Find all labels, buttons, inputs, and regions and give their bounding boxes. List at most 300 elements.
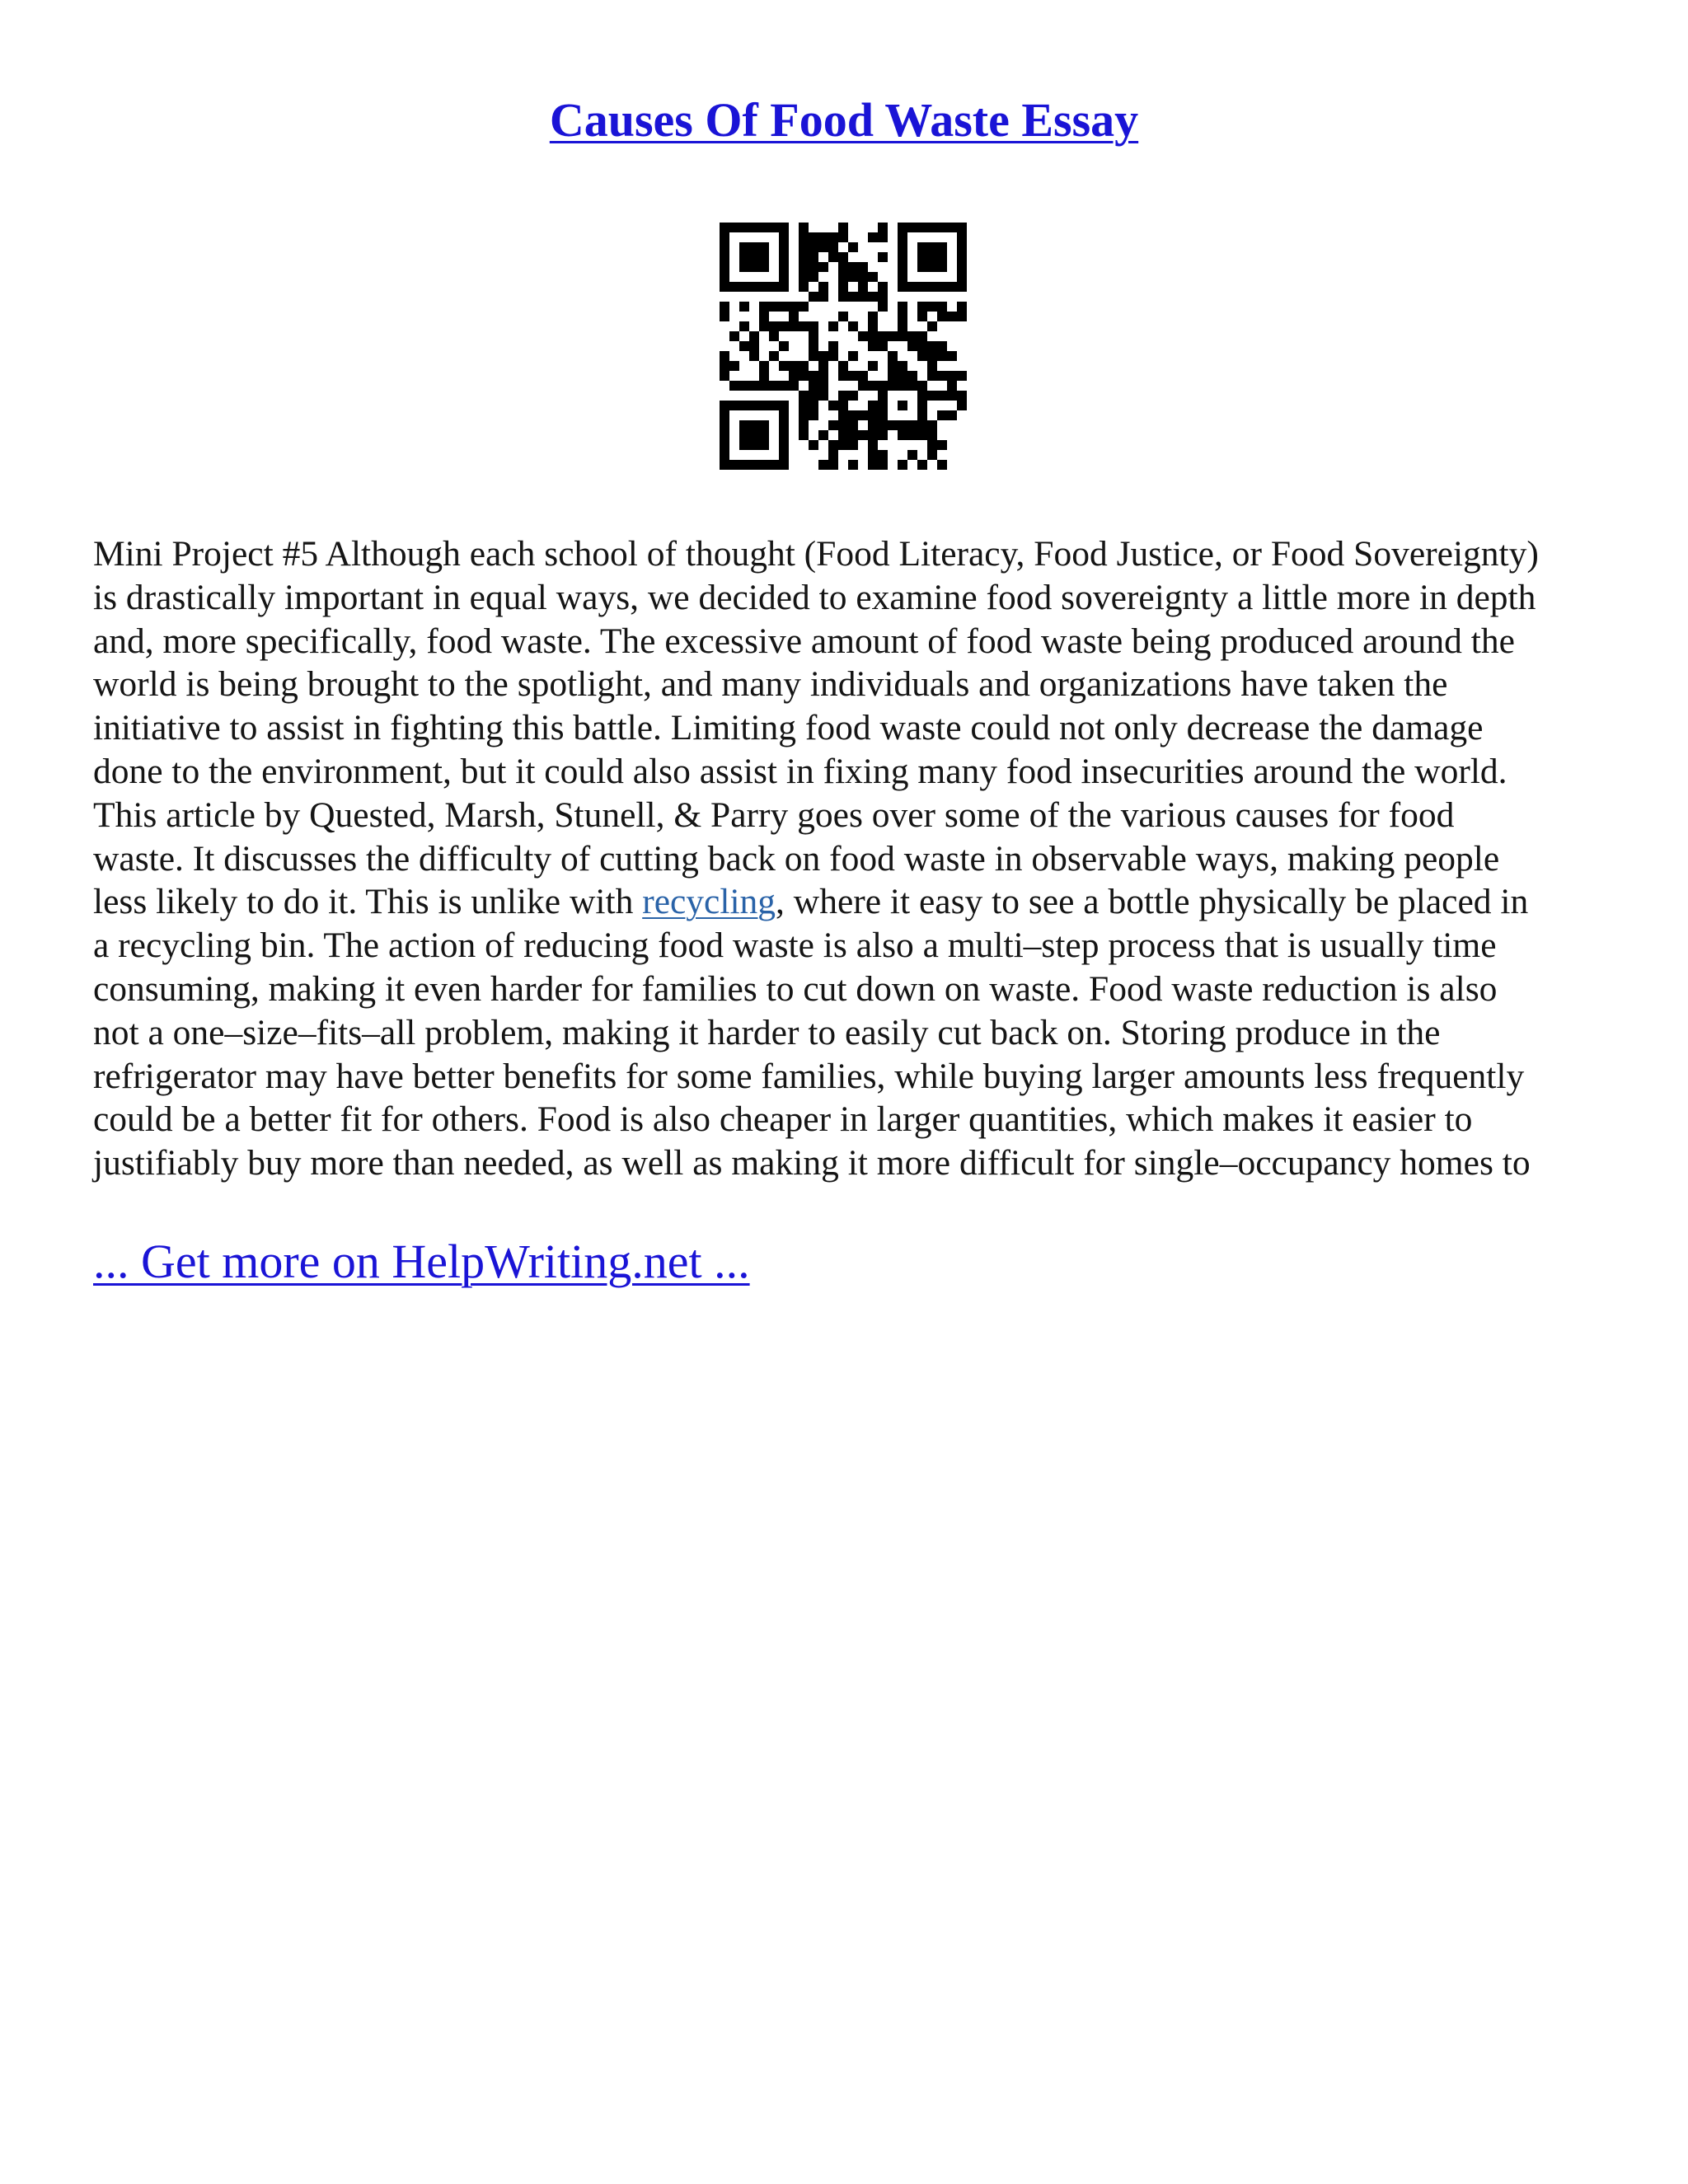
qr-module — [720, 302, 729, 312]
qr-module — [838, 282, 848, 292]
qr-module — [818, 381, 828, 391]
qr-module — [917, 381, 927, 391]
qr-module — [878, 232, 888, 242]
qr-module — [759, 401, 769, 410]
qr-module — [848, 460, 858, 470]
qr-module — [779, 272, 789, 282]
qr-module — [799, 232, 809, 242]
qr-module — [769, 223, 779, 232]
qr-module — [888, 420, 898, 430]
qr-module — [907, 420, 917, 430]
qr-module — [927, 341, 937, 351]
qr-module — [937, 351, 947, 361]
qr-module — [828, 232, 838, 242]
body-line: is drastically important in equal ways, we decided to examine food sovereignty a little more in depth — [93, 577, 1536, 617]
qr-module — [809, 321, 818, 331]
qr-module — [848, 272, 858, 282]
qr-module — [720, 223, 729, 232]
qr-module — [957, 242, 967, 252]
qr-module — [898, 381, 907, 391]
qr-module — [799, 242, 809, 252]
qr-module — [739, 242, 749, 252]
qr-module — [779, 401, 789, 410]
qr-module — [729, 460, 739, 470]
qr-module — [809, 292, 818, 302]
qr-module — [729, 361, 739, 371]
qr-module — [957, 312, 967, 321]
qr-module — [868, 410, 878, 420]
qr-module — [937, 312, 947, 321]
qr-module — [799, 391, 809, 401]
body-line: a recycling bin. The action of reducing food waste is also a multi–step process that is usually time — [93, 926, 1497, 966]
qr-module — [888, 371, 898, 381]
qr-module — [779, 321, 789, 331]
qr-module — [749, 252, 759, 262]
qr-module — [917, 420, 927, 430]
qr-module — [917, 252, 927, 262]
qr-module — [937, 460, 947, 470]
recycling-link[interactable]: recycling — [642, 882, 776, 922]
qr-module — [779, 440, 789, 450]
qr-module — [729, 381, 739, 391]
body-line: This article by Quested, Marsh, Stunell, & Parry goes over some of the various causes for food — [93, 794, 1455, 835]
qr-module — [957, 371, 967, 381]
qr-module — [907, 430, 917, 440]
qr-module — [809, 410, 818, 420]
qr-module — [848, 410, 858, 420]
qr-module — [838, 232, 848, 242]
body-line: Mini Project #5 Although each school of thought (Food Literacy, Food Justice, or Food Sovereignty) — [93, 534, 1539, 574]
qr-module — [957, 391, 967, 401]
qr-module — [947, 391, 957, 401]
qr-module — [898, 282, 907, 292]
qr-module — [907, 450, 917, 460]
get-more-link[interactable]: ... Get more on HelpWriting.net ... — [93, 1235, 750, 1288]
qr-module — [739, 252, 749, 262]
qr-module — [848, 430, 858, 440]
qr-module — [947, 282, 957, 292]
qr-module — [789, 371, 799, 381]
qr-module — [898, 371, 907, 381]
qr-module — [957, 223, 967, 232]
qr-module — [927, 242, 937, 252]
body-line: world is being brought to the spotlight, and many individuals and organizations have taken the — [93, 664, 1448, 705]
qr-module — [917, 410, 927, 420]
qr-module — [799, 282, 809, 292]
qr-module — [838, 252, 848, 262]
qr-module — [769, 282, 779, 292]
qr-module — [749, 331, 759, 341]
qr-module — [927, 361, 937, 371]
qr-module — [799, 430, 809, 440]
qr-module — [729, 282, 739, 292]
qr-module — [799, 272, 809, 282]
qr-module — [818, 391, 828, 401]
qr-module — [848, 351, 858, 361]
qr-module — [868, 440, 878, 450]
qr-module — [858, 282, 868, 292]
qr-module — [927, 252, 937, 262]
qr-module — [937, 371, 947, 381]
qr-module — [848, 321, 858, 331]
qr-module — [937, 242, 947, 252]
qr-module — [937, 223, 947, 232]
qr-module — [868, 312, 878, 321]
qr-module — [937, 440, 947, 450]
qr-module — [878, 223, 888, 232]
qr-module — [749, 460, 759, 470]
qr-module — [809, 440, 818, 450]
qr-module — [848, 440, 858, 450]
qr-module — [838, 223, 848, 232]
qr-module — [868, 450, 878, 460]
qr-module — [868, 341, 878, 351]
qr-module — [927, 351, 937, 361]
qr-module — [838, 420, 848, 430]
qr-module — [720, 262, 729, 272]
qr-module — [907, 331, 917, 341]
qr-module — [720, 460, 729, 470]
qr-module — [868, 430, 878, 440]
qr-module — [848, 391, 858, 401]
qr-module — [878, 282, 888, 292]
title-link[interactable]: Causes Of Food Waste Essay — [549, 93, 1139, 147]
qr-module — [799, 410, 809, 420]
qr-module — [957, 401, 967, 410]
qr-module — [858, 272, 868, 282]
qr-module — [937, 282, 947, 292]
qr-module — [848, 262, 858, 272]
qr-module — [957, 302, 967, 312]
qr-module — [828, 321, 838, 331]
qr-module — [878, 331, 888, 341]
qr-module — [818, 361, 828, 371]
qr-module — [720, 371, 729, 381]
qr-module — [858, 381, 868, 391]
get-more-paragraph — [93, 1232, 750, 1291]
qr-module — [838, 312, 848, 321]
qr-module — [749, 351, 759, 361]
qr-module — [779, 242, 789, 252]
qr-module — [739, 321, 749, 331]
qr-module — [828, 450, 838, 460]
qr-module — [818, 371, 828, 381]
qr-module — [789, 312, 799, 321]
qr-module — [720, 351, 729, 361]
essay-body — [93, 532, 1601, 1185]
qr-module — [898, 232, 907, 242]
qr-module — [878, 292, 888, 302]
qr-module — [759, 262, 769, 272]
qr-module — [917, 331, 927, 341]
qr-module — [888, 381, 898, 391]
qr-module — [868, 361, 878, 371]
qr-module — [749, 430, 759, 440]
qr-module — [858, 262, 868, 272]
qr-module — [927, 321, 937, 331]
qr-module — [799, 321, 809, 331]
body-line: not a one–size–fits–all problem, making it harder to easily cut back on. Storing produce in the — [93, 1012, 1441, 1052]
qr-module — [739, 401, 749, 410]
qr-module — [868, 460, 878, 470]
qr-module — [858, 331, 868, 341]
qr-module — [838, 430, 848, 440]
qr-module — [799, 252, 809, 262]
qr-module — [937, 302, 947, 312]
qr-module — [937, 252, 947, 262]
qr-module — [917, 242, 927, 252]
qr-module — [739, 302, 749, 312]
body-line: initiative to assist in fighting this battle. Limiting food waste could not only decrease the damage — [93, 708, 1484, 748]
qr-module — [828, 252, 838, 262]
qr-module — [828, 460, 838, 470]
qr-module — [898, 430, 907, 440]
qr-module — [828, 351, 838, 361]
qr-module — [720, 401, 729, 410]
qr-module — [779, 420, 789, 430]
qr-module — [858, 292, 868, 302]
qr-module — [917, 262, 927, 272]
qr-module — [749, 282, 759, 292]
qr-module — [779, 302, 789, 312]
qr-module — [759, 440, 769, 450]
qr-module — [818, 262, 828, 272]
qr-module — [927, 430, 937, 440]
qr-module — [749, 401, 759, 410]
qr-module — [720, 450, 729, 460]
qr-module — [957, 282, 967, 292]
qr-module — [917, 302, 927, 312]
qr-module — [838, 361, 848, 371]
qr-module — [838, 262, 848, 272]
qr-module — [917, 282, 927, 292]
qr-module — [759, 252, 769, 262]
qr-module — [809, 391, 818, 401]
qr-module — [759, 381, 769, 391]
qr-module — [898, 361, 907, 371]
qr-module — [898, 223, 907, 232]
page-title — [0, 89, 1688, 152]
body-line: and, more specifically, food waste. The excessive amount of food waste being produced around the — [93, 621, 1515, 661]
qr-module — [809, 272, 818, 282]
qr-module — [927, 420, 937, 430]
qr-module — [799, 371, 809, 381]
qr-module — [917, 401, 927, 410]
qr-module — [957, 252, 967, 262]
qr-module — [769, 351, 779, 361]
qr-module — [720, 430, 729, 440]
qr-module — [917, 430, 927, 440]
qr-module — [917, 460, 927, 470]
qr-module — [779, 430, 789, 440]
qr-module — [720, 252, 729, 262]
qr-module — [858, 430, 868, 440]
qr-module — [898, 252, 907, 262]
qr-module — [818, 232, 828, 242]
qr-module — [878, 410, 888, 420]
qr-module — [907, 223, 917, 232]
qr-module — [779, 460, 789, 470]
qr-module — [917, 341, 927, 351]
qr-module — [818, 282, 828, 292]
qr-module — [720, 410, 729, 420]
qr-module — [878, 252, 888, 262]
qr-module — [789, 381, 799, 391]
qr-module — [779, 223, 789, 232]
qr-module — [809, 381, 818, 391]
qr-module — [868, 232, 878, 242]
qr-module — [739, 440, 749, 450]
qr-module — [759, 242, 769, 252]
body-line: consuming, making it even harder for families to cut down on waste. Food waste reduction is also — [93, 968, 1498, 1009]
qr-module — [769, 460, 779, 470]
qr-module — [947, 381, 957, 391]
body-line: refrigerator may have better benefits for some families, while buying larger amounts less frequently — [93, 1056, 1525, 1096]
qr-module — [947, 223, 957, 232]
qr-module — [769, 401, 779, 410]
body-line-with-link — [93, 880, 1601, 924]
qr-module — [888, 361, 898, 371]
qr-module — [937, 262, 947, 272]
qr-module — [838, 292, 848, 302]
qr-module — [828, 420, 838, 430]
qr-module — [739, 420, 749, 430]
qr-module — [898, 401, 907, 410]
qr-module — [927, 302, 937, 312]
qr-module — [927, 282, 937, 292]
qr-module — [749, 341, 759, 351]
qr-module — [838, 401, 848, 410]
qr-module — [720, 272, 729, 282]
qr-module — [759, 460, 769, 470]
qr-module — [947, 312, 957, 321]
qr-module — [720, 282, 729, 292]
body-line: could be a better fit for others. Food is also cheaper in larger quantities, which makes it easier to — [93, 1099, 1473, 1140]
qr-module — [898, 302, 907, 312]
qr-module — [779, 262, 789, 272]
qr-module — [739, 262, 749, 272]
qr-module — [917, 223, 927, 232]
qr-module — [888, 331, 898, 341]
qr-module — [898, 262, 907, 272]
qr-module — [927, 371, 937, 381]
qr-module — [789, 302, 799, 312]
qr-module — [878, 450, 888, 460]
qr-module — [779, 410, 789, 420]
qr-module — [828, 341, 838, 351]
qr-module — [799, 262, 809, 272]
qr-module — [888, 351, 898, 361]
qr-module — [818, 292, 828, 302]
qr-code-icon — [720, 223, 967, 470]
qr-module — [720, 440, 729, 450]
qr-module — [759, 282, 769, 292]
qr-module — [878, 381, 888, 391]
qr-module — [809, 341, 818, 351]
qr-module — [868, 292, 878, 302]
qr-module — [848, 242, 858, 252]
qr-module — [769, 381, 779, 391]
qr-module — [809, 232, 818, 242]
qr-module — [898, 321, 907, 331]
qr-module — [947, 410, 957, 420]
qr-module — [749, 420, 759, 430]
qr-module — [759, 302, 769, 312]
qr-module — [927, 440, 937, 450]
qr-module — [838, 410, 848, 420]
qr-module — [848, 420, 858, 430]
qr-module — [848, 292, 858, 302]
qr-module — [898, 272, 907, 282]
qr-module — [809, 371, 818, 381]
qr-module — [927, 391, 937, 401]
qr-module — [898, 460, 907, 470]
qr-module — [799, 361, 809, 371]
qr-module — [809, 252, 818, 262]
qr-module — [759, 223, 769, 232]
body-line: waste. It discusses the difficulty of cutting back on food waste in observable ways, making people — [93, 838, 1500, 879]
qr-module — [947, 351, 957, 361]
qr-module — [809, 262, 818, 272]
qr-module — [818, 351, 828, 361]
qr-module — [789, 321, 799, 331]
qr-module — [729, 223, 739, 232]
qr-module — [927, 223, 937, 232]
qr-module — [759, 420, 769, 430]
qr-module — [759, 430, 769, 440]
qr-module — [739, 223, 749, 232]
qr-module — [868, 401, 878, 410]
qr-module — [818, 430, 828, 440]
qr-module — [917, 351, 927, 361]
body-line: justifiably buy more than needed, as well as making it more difficult for single–occupancy homes to — [93, 1143, 1531, 1183]
qr-module — [898, 242, 907, 252]
qr-module — [789, 361, 799, 371]
qr-module — [729, 401, 739, 410]
qr-module — [759, 312, 769, 321]
qr-module — [809, 242, 818, 252]
qr-module — [907, 341, 917, 351]
qr-module — [779, 361, 789, 371]
qr-module — [759, 361, 769, 371]
qr-module — [779, 450, 789, 460]
qr-module — [818, 242, 828, 252]
qr-module — [878, 302, 888, 312]
qr-module — [809, 401, 818, 410]
qr-module — [720, 361, 729, 371]
qr-module — [838, 272, 848, 282]
qr-module — [898, 312, 907, 321]
qr-module — [729, 331, 739, 341]
qr-module — [868, 381, 878, 391]
qr-module — [739, 341, 749, 351]
qr-module — [779, 381, 789, 391]
qr-module — [957, 272, 967, 282]
qr-code-graphic — [720, 223, 967, 470]
qr-module — [868, 331, 878, 341]
qr-module — [739, 282, 749, 292]
qr-module — [957, 262, 967, 272]
qr-module — [907, 282, 917, 292]
qr-module — [848, 371, 858, 381]
body-line: done to the environment, but it could also assist in fixing many food insecurities around the world. — [93, 751, 1507, 791]
qr-module — [720, 242, 729, 252]
qr-module — [878, 420, 888, 430]
qr-module — [907, 371, 917, 381]
qr-module — [878, 460, 888, 470]
qr-module — [927, 450, 937, 460]
qr-module — [769, 302, 779, 312]
